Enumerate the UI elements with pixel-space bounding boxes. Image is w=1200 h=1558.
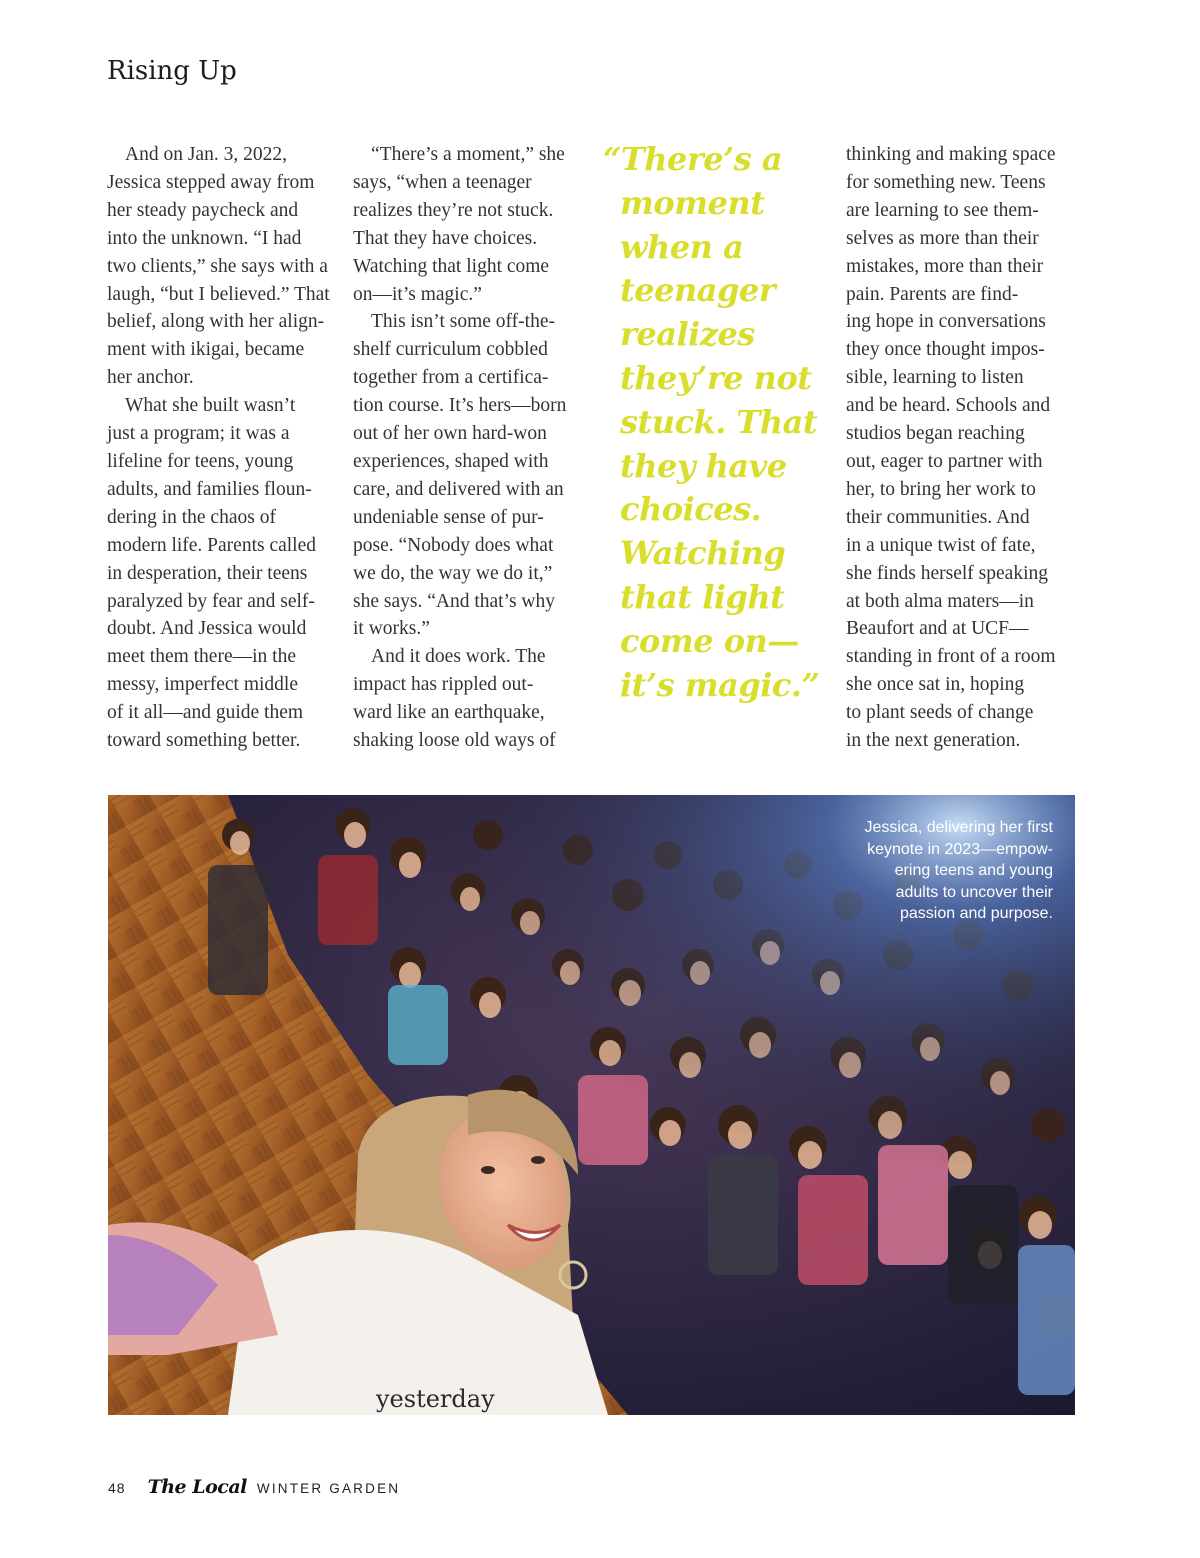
text-line: out of her own hard-won xyxy=(353,423,547,445)
text-line: Beaufort and at UCF— xyxy=(846,618,1029,640)
pull-quote-line: realizes xyxy=(620,315,755,354)
text-line: she once sat in, hoping xyxy=(846,674,1025,696)
text-line: pain. Parents are find- xyxy=(846,283,1019,305)
text-line: two clients,” she says with a xyxy=(107,255,328,277)
text-line: just a program; it was a xyxy=(107,423,290,445)
caption-line: ering teens and young xyxy=(894,862,1053,879)
caption-line: keynote in 2023—empow- xyxy=(867,840,1053,858)
pull-quote-line: it’s magic.” xyxy=(620,665,820,704)
text-line: “There’s a moment,” she xyxy=(371,144,565,165)
text-line: in a unique twist of fate, xyxy=(846,534,1036,556)
text-line: undeniable sense of pur- xyxy=(353,506,544,528)
text-line: And it does work. The xyxy=(371,646,546,668)
text-line: laugh, “but I believed.” That xyxy=(107,283,330,305)
article-column-1 xyxy=(107,141,343,755)
text-line: paralyzed by fear and self- xyxy=(107,590,315,612)
text-line: impact has rippled out- xyxy=(353,674,534,696)
text-line: ward like an earthquake, xyxy=(353,702,545,724)
text-line: in the next generation. xyxy=(846,730,1021,752)
text-line: mistakes, more than their xyxy=(846,255,1044,277)
pull-quote-line: stuck. That xyxy=(620,402,818,441)
pull-quote-line: come on— xyxy=(620,621,799,660)
text-line: it works.” xyxy=(353,618,430,640)
text-line: And on Jan. 3, 2022, xyxy=(125,144,287,165)
text-line: her, to bring her work to xyxy=(846,478,1036,500)
pull-quote-line: moment xyxy=(620,183,765,222)
text-line: we do, the way we do it,” xyxy=(353,562,553,584)
text-line: in desperation, their teens xyxy=(107,562,308,584)
text-line: they once thought impos- xyxy=(846,339,1045,361)
publication-name: The Local xyxy=(147,1476,247,1498)
text-line: doubt. And Jessica would xyxy=(107,618,307,640)
text-line: Jessica stepped away from xyxy=(107,171,315,193)
text-line: thinking and making space xyxy=(846,144,1056,165)
photo-caption xyxy=(823,817,1053,925)
text-line: toward something better. xyxy=(107,730,301,752)
text-line: What she built wasn’t xyxy=(125,395,296,417)
page-number: 48 xyxy=(108,1480,126,1496)
text-line: sible, learning to listen xyxy=(846,367,1024,389)
text-line: pose. “Nobody does what xyxy=(353,534,554,556)
pull-quote-line: teenager xyxy=(620,271,776,310)
text-line: ing hope in conversations xyxy=(846,311,1046,333)
text-line: That they have choices. xyxy=(353,227,538,249)
caption-line: Jessica, delivering her first xyxy=(864,819,1053,836)
pull-quote-line: choices. xyxy=(620,490,762,529)
text-line: shaking loose old ways of xyxy=(353,730,556,752)
publication-edition: WINTER GARDEN xyxy=(256,1481,401,1496)
text-line: This isn’t some off-the- xyxy=(371,311,555,333)
text-line: standing in front of a room xyxy=(846,646,1056,668)
text-line: she finds herself speaking xyxy=(846,562,1048,584)
text-line: meet them there—in the xyxy=(107,646,296,668)
text-line: at both alma maters—in xyxy=(846,590,1034,612)
pull-quote-line: they’re not xyxy=(620,358,812,397)
pull-quote-line: when a xyxy=(620,227,744,266)
pull-quote xyxy=(603,138,820,707)
text-line: selves as more than their xyxy=(846,227,1039,249)
text-line: and be heard. Schools and xyxy=(846,395,1051,417)
selfie-photo xyxy=(108,795,1075,1415)
text-line: adults, and families floun- xyxy=(107,478,312,500)
text-line: are learning to see them- xyxy=(846,199,1039,221)
text-line: messy, imperfect middle xyxy=(107,674,298,696)
pull-quote-line: Watching xyxy=(620,534,786,573)
pull-quote-line: they have xyxy=(620,446,787,485)
pull-quote-line: “There’s a xyxy=(603,140,783,178)
article-column-4 xyxy=(846,141,1082,755)
text-line: studios began reaching xyxy=(846,423,1025,445)
text-line: together from a certifica- xyxy=(353,367,549,389)
text-line: to plant seeds of change xyxy=(846,702,1034,724)
text-line: ment with ikigai, became xyxy=(107,339,305,361)
text-line: says, “when a teenager xyxy=(353,171,532,193)
caption-line: adults to uncover their xyxy=(895,883,1053,901)
text-line: into the unknown. “I had xyxy=(107,227,302,249)
pull-quote-line: that light xyxy=(620,577,785,616)
text-line: her steady paycheck and xyxy=(107,199,299,221)
text-line: her anchor. xyxy=(107,367,194,389)
article-column-2 xyxy=(353,141,589,755)
text-line: shelf curriculum cobbled xyxy=(353,339,548,361)
text-line: Watching that light come xyxy=(353,255,550,277)
text-line: of it all—and guide them xyxy=(107,702,304,724)
text-line: realizes they’re not stuck. xyxy=(353,199,554,221)
section-title: Rising Up xyxy=(107,56,237,86)
text-line: dering in the chaos of xyxy=(107,506,276,528)
text-line: experiences, shaped with xyxy=(353,450,549,472)
text-line: lifeline for teens, young xyxy=(107,450,294,472)
text-line: care, and delivered with an xyxy=(353,478,564,500)
text-line: modern life. Parents called xyxy=(107,534,317,556)
text-line: out, eager to partner with xyxy=(846,450,1043,472)
page-footer xyxy=(108,1476,400,1502)
text-line: their communities. And xyxy=(846,506,1030,528)
shirt-text: yesterday xyxy=(376,1385,495,1413)
caption-line: passion and purpose. xyxy=(900,905,1053,922)
text-line: tion course. It’s hers—born xyxy=(353,395,567,417)
text-line: for something new. Teens xyxy=(846,171,1046,193)
text-line: belief, along with her align- xyxy=(107,311,325,333)
text-line: on—it’s magic.” xyxy=(353,283,482,305)
text-line: she says. “And that’s why xyxy=(353,590,556,612)
